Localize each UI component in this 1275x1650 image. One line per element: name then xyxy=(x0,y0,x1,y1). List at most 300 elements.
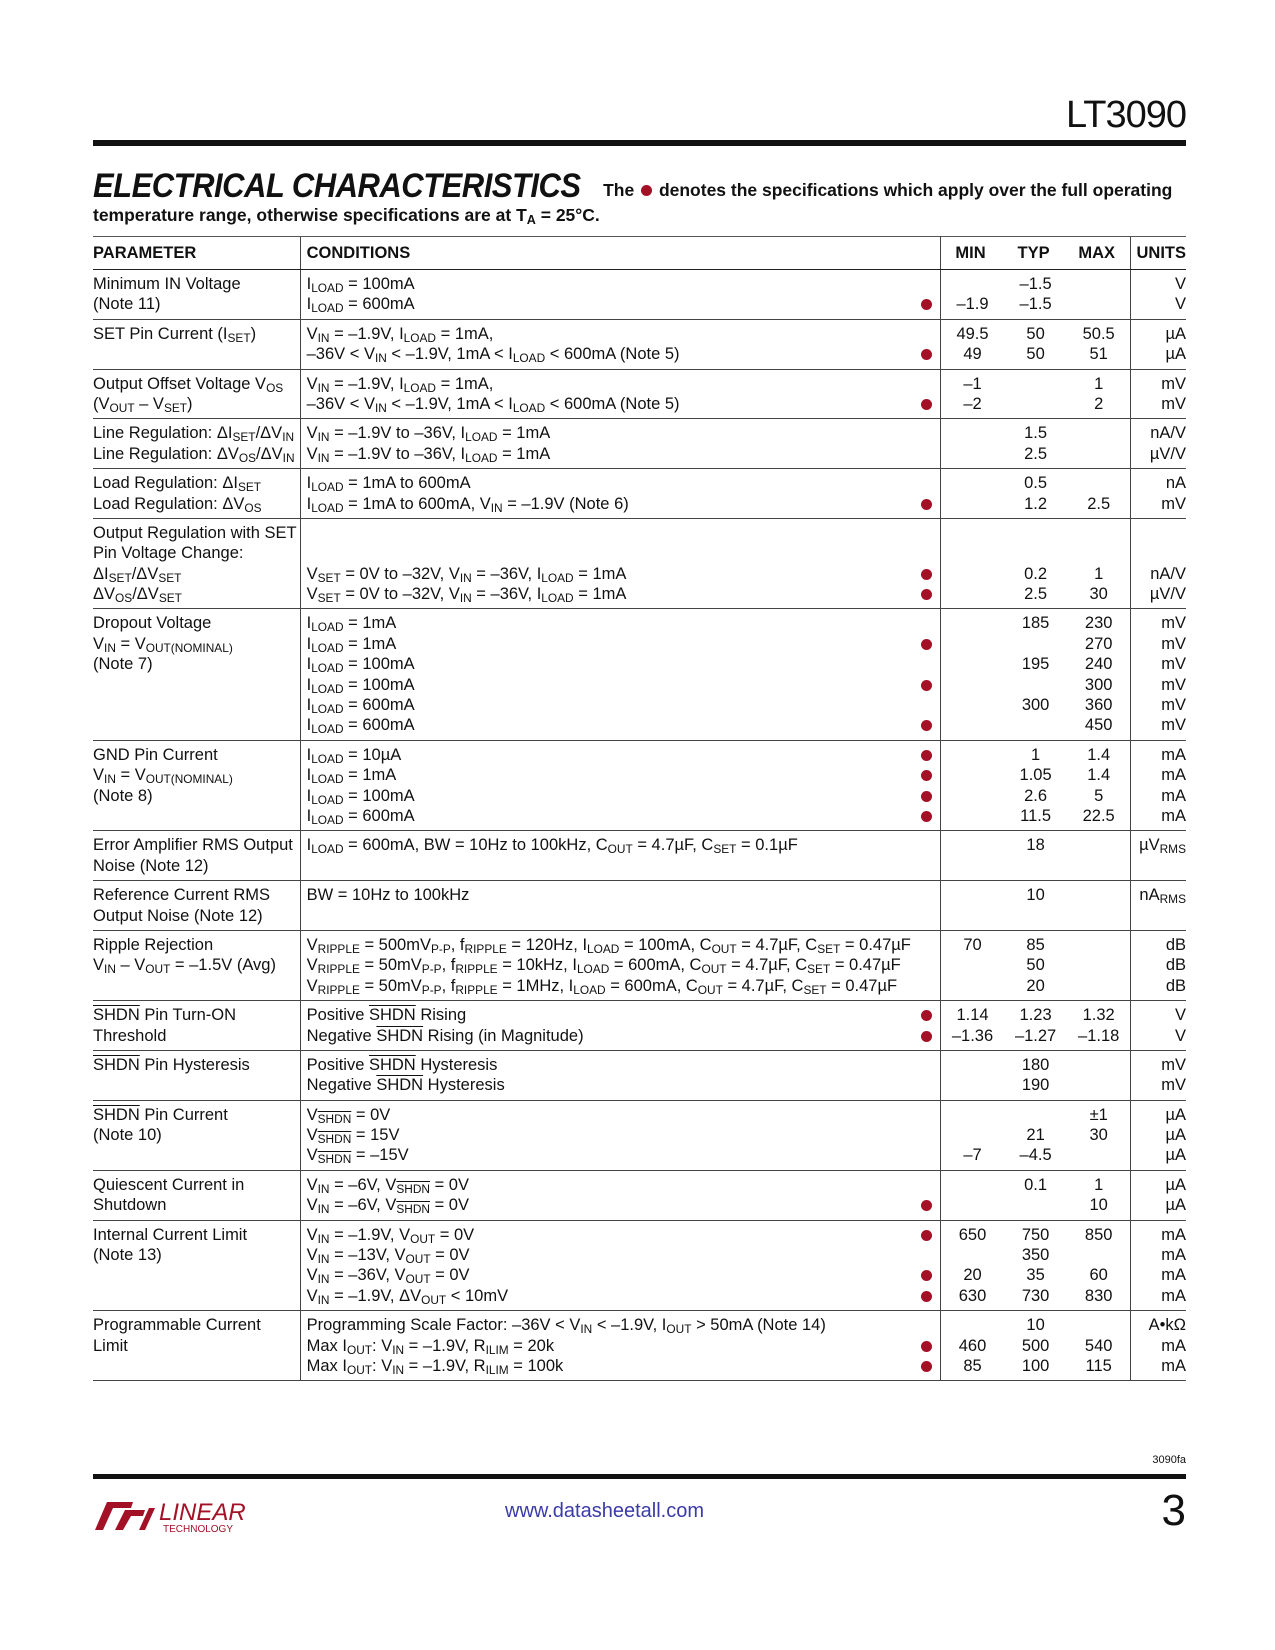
min-value xyxy=(944,835,1001,855)
typ-cell xyxy=(1004,469,1067,519)
parameter-text: Programmable Current xyxy=(93,1316,261,1335)
min-value xyxy=(944,1075,1001,1095)
typ-cell xyxy=(1004,1170,1067,1220)
condition-text xyxy=(307,543,911,563)
temperature-dot-cell xyxy=(914,419,941,469)
parameter-cell xyxy=(93,930,300,1000)
max-value: 850 xyxy=(1084,1225,1113,1244)
max-value: 1.32 xyxy=(1082,1006,1115,1025)
typ-value: 195 xyxy=(1021,655,1050,674)
parameter-text: Output Regulation with SET xyxy=(93,523,297,542)
typ-cell xyxy=(1004,1001,1067,1051)
max-value: 115 xyxy=(1085,1356,1112,1375)
min-value xyxy=(944,423,1001,443)
table-body xyxy=(93,270,1186,1381)
min-value xyxy=(944,444,1001,464)
max-value xyxy=(1070,1315,1127,1335)
min-value xyxy=(944,1245,1001,1265)
typ-value: 10 xyxy=(1026,1316,1045,1335)
full-temp-range-dot-icon xyxy=(921,750,932,761)
typ-value: 50 xyxy=(1026,324,1045,343)
heading-note-end: denotes the specifications which apply over the full operating xyxy=(658,180,1173,200)
temperature-dot-cell xyxy=(914,518,941,609)
min-cell xyxy=(941,1311,1004,1381)
condition-text: $I_{LOAD} = 600mA$ xyxy=(306,295,415,316)
min-cell xyxy=(941,319,1004,369)
parameter-text: Reference Current RMS xyxy=(93,886,270,905)
condition-text: $I_{LOAD} = 100mA$ xyxy=(306,786,415,807)
condition-text xyxy=(307,856,911,876)
temperature-dot-cell xyxy=(914,740,941,831)
temperature-dot-cell xyxy=(914,930,941,1000)
max-value: 240 xyxy=(1084,655,1113,674)
parameter-text: Minimum IN Voltage xyxy=(93,275,241,293)
max-value xyxy=(1070,835,1127,855)
max-value: 1 xyxy=(1094,564,1104,583)
units-value: mA xyxy=(1161,1246,1186,1265)
min-value xyxy=(944,976,1001,996)
full-temp-range-dot-icon xyxy=(921,349,932,360)
min-value: 20 xyxy=(963,1266,982,1285)
temperature-dot-cell xyxy=(914,1220,941,1311)
parameter-text: (Note 11) xyxy=(93,295,161,314)
temperature-dot-cell xyxy=(914,469,941,519)
units-value xyxy=(1134,523,1186,543)
condition-text: $I_{LOAD} = 1mA$ xyxy=(306,634,397,655)
max-value xyxy=(1070,1075,1127,1095)
full-temp-range-dot-icon xyxy=(921,1031,932,1042)
conditions-cell xyxy=(300,469,914,519)
temperature-dot-cell xyxy=(914,1050,941,1100)
typ-value: –4.5 xyxy=(1019,1146,1052,1165)
typ-value xyxy=(1007,856,1064,876)
condition-text: $I_{LOAD} = 100mA$ xyxy=(306,675,415,696)
max-cell xyxy=(1067,1170,1130,1220)
temperature-dot-cell xyxy=(914,319,941,369)
table-row xyxy=(93,930,1186,1000)
min-value: –7 xyxy=(963,1146,982,1165)
max-cell xyxy=(1067,831,1130,881)
condition-text: $V_{IN} = -1.9V$ to –36V, $I_{LOAD} = 1mA$ xyxy=(306,444,551,465)
units-cell xyxy=(1131,469,1186,519)
units-cell xyxy=(1131,518,1186,609)
units-cell xyxy=(1131,1311,1186,1381)
typ-value: 750 xyxy=(1021,1225,1050,1244)
typ-value: 0.5 xyxy=(1024,474,1048,493)
min-value xyxy=(944,1105,1001,1125)
max-value: 60 xyxy=(1089,1266,1108,1285)
units-value: mV xyxy=(1161,696,1186,715)
max-value: 30 xyxy=(1089,1126,1108,1145)
units-value: mV xyxy=(1161,655,1186,674)
min-cell xyxy=(941,419,1004,469)
typ-value xyxy=(1007,1195,1064,1215)
typ-value: 2.6 xyxy=(1024,786,1048,805)
condition-text: $I_{LOAD} = 600mA$ xyxy=(306,716,415,737)
min-value: 70 xyxy=(963,935,982,954)
min-value xyxy=(944,955,1001,975)
conditions-cell xyxy=(300,419,914,469)
header-typ: TYP xyxy=(1004,237,1067,270)
units-value: nA/V xyxy=(1150,564,1186,583)
full-temp-range-dot-icon xyxy=(921,1291,932,1302)
max-value: 1.4 xyxy=(1087,745,1111,764)
typ-value: 35 xyxy=(1026,1266,1045,1285)
parameter-text: Load Regulation: $\Delta V_{OS}$ xyxy=(93,494,262,515)
parameter-text: SHDN Pin Current xyxy=(93,1105,228,1124)
typ-value: 190 xyxy=(1021,1076,1050,1095)
condition-text: $V_{IN} = -13V$, $V_{OUT} = 0V$ xyxy=(306,1246,470,1266)
max-cell xyxy=(1067,930,1130,1000)
max-value xyxy=(1070,955,1127,975)
units-value: µA xyxy=(1165,345,1186,364)
min-value xyxy=(944,634,1001,654)
parameter-text: (Note 13) xyxy=(93,1246,162,1265)
heading-note-line2: temperature range, otherwise specifications are at $T_A = 25^\circ C$. xyxy=(93,205,600,228)
max-value: 2 xyxy=(1094,394,1104,413)
heading-note-start: The xyxy=(603,180,635,200)
typ-value: 1.5 xyxy=(1024,424,1048,443)
condition-text: $V_{IN} = -36V$, $V_{OUT} = 0V$ xyxy=(306,1266,470,1287)
full-temp-range-dot-icon xyxy=(921,680,932,691)
full-temp-range-dot-icon xyxy=(921,1270,932,1281)
typ-value xyxy=(1007,906,1064,926)
conditions-cell xyxy=(300,930,914,1000)
typ-value: 11.5 xyxy=(1020,806,1052,825)
max-value: ±1 xyxy=(1089,1105,1108,1124)
units-value: $nA_{RMS}$ xyxy=(1139,886,1186,907)
section-heading xyxy=(93,168,1193,204)
typ-cell xyxy=(1004,1050,1067,1100)
parameter-text: SHDN Pin Turn-ON xyxy=(93,1006,237,1025)
parameter-text: Dropout Voltage xyxy=(93,614,212,633)
typ-value: 730 xyxy=(1021,1286,1050,1305)
typ-value: 100 xyxy=(1021,1356,1050,1375)
header-parameter: PARAMETER xyxy=(93,237,300,270)
parameter-text: $\Delta V_{OS}/\Delta V_{SET}$ xyxy=(93,585,182,606)
table-row xyxy=(93,469,1186,519)
max-value xyxy=(1070,935,1127,955)
max-value: 450 xyxy=(1084,716,1113,735)
header-max: MAX xyxy=(1067,237,1130,270)
units-value: A•kΩ xyxy=(1148,1316,1186,1335)
min-value: 460 xyxy=(958,1336,987,1355)
units-value xyxy=(1134,543,1186,563)
min-value xyxy=(944,675,1001,695)
max-cell xyxy=(1067,1220,1130,1311)
typ-value xyxy=(1007,374,1064,394)
table-row xyxy=(93,270,1186,320)
max-value: 540 xyxy=(1084,1336,1113,1355)
conditions-cell xyxy=(300,1050,914,1100)
full-temp-range-dot-icon xyxy=(921,1010,932,1021)
min-value: –1.36 xyxy=(951,1026,994,1045)
min-value xyxy=(944,786,1001,806)
conditions-cell xyxy=(300,270,914,320)
typ-cell xyxy=(1004,319,1067,369)
units-value: V xyxy=(1174,275,1186,293)
min-value xyxy=(944,806,1001,826)
typ-value: 300 xyxy=(1021,696,1050,715)
temperature-dot-cell xyxy=(914,369,941,419)
condition-text: $V_{SET} = 0V$ to –32V, $V_{IN} = -36V$, $I_{LOAD} = 1mA$ xyxy=(306,585,627,606)
units-value: mV xyxy=(1161,1055,1186,1074)
full-temp-range-dot-icon xyxy=(921,1361,932,1372)
condition-text: $I_{LOAD} = 100mA$ xyxy=(306,275,415,295)
typ-cell xyxy=(1004,518,1067,609)
units-value: µA xyxy=(1165,1126,1186,1145)
parameter-text: Quiescent Current in xyxy=(93,1175,245,1194)
max-value xyxy=(1070,1055,1127,1075)
parameter-text: Line Regulation: $\Delta V_{OS}/\Delta V_{IN}$ xyxy=(93,444,295,465)
max-value xyxy=(1070,1145,1127,1165)
typ-cell xyxy=(1004,270,1067,320)
parameter-text: Line Regulation: $\Delta I_{SET}/\Delta V_{IN}$ xyxy=(93,424,295,445)
condition-text: $V_{IN} = -1.9V$ to –36V, $I_{LOAD} = 1mA$ xyxy=(306,424,551,445)
typ-value: 1.05 xyxy=(1019,766,1052,785)
full-temp-range-dot-icon xyxy=(921,791,932,802)
typ-value xyxy=(1007,634,1064,654)
units-value: µV/V xyxy=(1149,444,1186,463)
page-number: 3 xyxy=(1161,1486,1186,1535)
units-cell xyxy=(1131,1170,1186,1220)
condition-text: Positive SHDN Hysteresis xyxy=(306,1055,498,1074)
typ-cell xyxy=(1004,831,1067,881)
typ-value: 0.2 xyxy=(1024,564,1048,583)
units-value: mV xyxy=(1161,614,1186,633)
max-cell xyxy=(1067,881,1130,931)
parameter-text: $V_{IN} - V_{OUT} = -1.5V$ (Avg) xyxy=(93,956,276,977)
parameter-text: $V_{IN} = V_{OUT(NOMINAL)}$ xyxy=(93,634,233,655)
condition-text: $-36V < V_{IN} < -1.9V$, $1mA < I_{LOAD} < 600mA$ (Note 5) xyxy=(306,394,680,415)
units-value: mA xyxy=(1161,786,1186,805)
max-value xyxy=(1070,885,1127,905)
typ-value: 50 xyxy=(1026,956,1045,975)
parameter-text: (Note 10) xyxy=(93,1126,162,1145)
min-value: 49 xyxy=(963,345,982,364)
min-cell xyxy=(941,930,1004,1000)
min-cell xyxy=(941,881,1004,931)
typ-cell xyxy=(1004,930,1067,1000)
units-cell xyxy=(1131,740,1186,831)
max-value: 1 xyxy=(1094,1175,1104,1194)
max-value: 22.5 xyxy=(1082,806,1115,825)
parameter-text: Limit xyxy=(93,1336,128,1355)
parameter-cell xyxy=(93,740,300,831)
parameter-text: SET Pin Current $(I_{SET})$ xyxy=(93,324,257,345)
document-code: 3090fa xyxy=(1152,1454,1186,1466)
condition-text: $V_{IN} = -6V$, $V_{SHDN} = 0V$ xyxy=(306,1196,469,1217)
units-value: µV/V xyxy=(1149,585,1186,604)
units-value: V xyxy=(1174,295,1186,314)
table-row xyxy=(93,609,1186,740)
parameter-cell xyxy=(93,518,300,609)
min-value: 85 xyxy=(963,1356,982,1375)
header-dot-column xyxy=(914,237,941,270)
conditions-cell xyxy=(300,1001,914,1051)
typ-value: 180 xyxy=(1021,1055,1050,1074)
typ-cell xyxy=(1004,1100,1067,1170)
typ-value xyxy=(1007,543,1064,563)
max-value: 230 xyxy=(1084,614,1113,633)
condition-text: $I_{LOAD} = 1mA$ xyxy=(306,766,397,787)
min-value xyxy=(944,613,1001,633)
condition-text: $V_{SHDN} = 15V$ xyxy=(306,1126,400,1147)
part-number: LT3090 xyxy=(1065,94,1186,136)
table-row xyxy=(93,740,1186,831)
max-value: 10 xyxy=(1089,1196,1108,1215)
condition-text: $I_{LOAD} = 600mA$ xyxy=(306,806,415,827)
units-cell xyxy=(1131,1001,1186,1051)
parameter-text: Threshold xyxy=(93,1026,167,1045)
parameter-cell xyxy=(93,270,300,320)
min-value xyxy=(944,1315,1001,1335)
full-temp-range-dot-icon xyxy=(921,589,932,600)
max-cell xyxy=(1067,518,1130,609)
parameter-cell xyxy=(93,369,300,419)
min-value xyxy=(944,765,1001,785)
typ-value: 500 xyxy=(1021,1336,1050,1355)
min-cell xyxy=(941,1170,1004,1220)
max-value: 360 xyxy=(1084,696,1113,715)
typ-value: 20 xyxy=(1026,976,1045,995)
temperature-dot-cell xyxy=(914,1170,941,1220)
max-value xyxy=(1070,1245,1127,1265)
typ-value: 85 xyxy=(1026,935,1045,954)
typ-value xyxy=(1007,675,1064,695)
condition-text: $V_{SET} = 0V$ to –32V, $V_{IN} = -36V$, $I_{LOAD} = 1mA$ xyxy=(306,564,627,585)
min-value: 630 xyxy=(958,1286,987,1305)
units-value: mA xyxy=(1161,1356,1186,1375)
temperature-dot-cell xyxy=(914,1100,941,1170)
condition-text: $V_{SHDN} = -15V$ xyxy=(306,1146,409,1167)
units-value: mA xyxy=(1161,1286,1186,1305)
condition-text: $V_{RIPPLE} = 500mV_{P-P}$, $f_{RIPPLE} = 120Hz$, $I_{LOAD} = 100mA$, $C_{OUT} = 4.7\mu F$, $C_{SET} = 0.47\mu F$ xyxy=(306,935,911,956)
parameter-text: (Note 7) xyxy=(93,655,153,674)
max-value: 5 xyxy=(1094,786,1104,805)
units-value: mA xyxy=(1161,1225,1186,1244)
min-cell xyxy=(941,270,1004,320)
min-value: –1 xyxy=(963,374,982,393)
typ-value: 10 xyxy=(1026,886,1045,905)
website-link[interactable]: www.datasheetall.com xyxy=(505,1500,704,1522)
conditions-cell xyxy=(300,1220,914,1311)
units-cell xyxy=(1131,270,1186,320)
min-value xyxy=(944,584,1001,604)
units-value: nA/V xyxy=(1150,424,1186,443)
full-temp-range-dot-icon xyxy=(921,770,932,781)
min-value: 1.14 xyxy=(956,1006,989,1025)
max-cell xyxy=(1067,1311,1130,1381)
parameter-text: $(V_{OUT} - V_{SET})$ xyxy=(93,394,193,415)
max-cell xyxy=(1067,740,1130,831)
header-conditions: CONDITIONS xyxy=(300,237,914,270)
units-cell xyxy=(1131,930,1186,1000)
conditions-cell xyxy=(300,881,914,931)
units-value: mV xyxy=(1161,716,1186,735)
units-value: mV xyxy=(1161,374,1186,393)
units-value: mA xyxy=(1161,1266,1186,1285)
max-value xyxy=(1070,906,1127,926)
units-value: mA xyxy=(1161,745,1186,764)
section-title: ELECTRICAL CHARACTERISTICS xyxy=(93,166,581,205)
parameter-cell xyxy=(93,1001,300,1051)
table-row xyxy=(93,1220,1186,1311)
units-value: mA xyxy=(1161,806,1186,825)
parameter-cell xyxy=(93,881,300,931)
full-temp-range-dot-icon xyxy=(921,569,932,580)
parameter-text: Pin Voltage Change: xyxy=(93,544,244,563)
header-units: UNITS xyxy=(1131,237,1186,270)
temperature-dot-cell xyxy=(914,831,941,881)
table-row xyxy=(93,1311,1186,1381)
typ-value: 2.5 xyxy=(1024,444,1048,463)
units-value: mV xyxy=(1161,494,1186,513)
parameter-cell xyxy=(93,1050,300,1100)
units-value: µA xyxy=(1165,1196,1186,1215)
conditions-cell xyxy=(300,831,914,881)
typ-cell xyxy=(1004,881,1067,931)
condition-text: $V_{IN} = -1.9V$, $V_{OUT} = 0V$ xyxy=(306,1225,475,1246)
typ-value: 18 xyxy=(1026,836,1045,855)
parameter-cell xyxy=(93,1100,300,1170)
condition-text: $I_{LOAD} = 1mA$ xyxy=(306,614,397,635)
parameter-text: Noise (Note 12) xyxy=(93,856,209,875)
typ-cell xyxy=(1004,740,1067,831)
max-value: –1.18 xyxy=(1078,1026,1120,1045)
parameter-text: Error Amplifier RMS Output xyxy=(93,836,293,855)
max-value xyxy=(1070,976,1127,996)
typ-value xyxy=(1007,394,1064,414)
condition-text: $I_{LOAD} = 10\mu A$ xyxy=(306,745,402,766)
min-cell xyxy=(941,609,1004,740)
full-temp-range-dot-icon xyxy=(921,720,932,731)
full-temp-range-dot-icon xyxy=(921,1200,932,1211)
condition-text: $V_{IN} = -1.9V$, $I_{LOAD} = 1mA$, xyxy=(306,374,494,395)
table-row xyxy=(93,518,1186,609)
condition-text: $I_{LOAD} = 1mA$ to 600mA xyxy=(306,474,471,495)
units-cell xyxy=(1131,369,1186,419)
min-cell xyxy=(941,1100,1004,1170)
bullet-dot-icon xyxy=(641,185,652,196)
conditions-cell xyxy=(300,1311,914,1381)
conditions-cell xyxy=(300,609,914,740)
max-cell xyxy=(1067,319,1130,369)
parameter-cell xyxy=(93,319,300,369)
full-temp-range-dot-icon xyxy=(921,499,932,510)
units-cell xyxy=(1131,419,1186,469)
min-cell xyxy=(941,469,1004,519)
min-value xyxy=(944,715,1001,735)
full-temp-range-dot-icon xyxy=(921,1341,932,1352)
min-value xyxy=(944,885,1001,905)
min-value xyxy=(944,473,1001,493)
condition-text: Max $I_{OUT}$: $V_{IN} = -1.9V$, $R_{ILIM} = 100k$ xyxy=(306,1356,564,1377)
typ-cell xyxy=(1004,609,1067,740)
conditions-cell xyxy=(300,740,914,831)
condition-text: Programming Scale Factor: $-36V < V_{IN} < -1.9V$, $I_{OUT} > 50mA$ (Note 14) xyxy=(306,1316,826,1337)
typ-value: 1.2 xyxy=(1024,494,1048,513)
condition-text: $V_{IN} = -1.9V$, $I_{LOAD} = 1mA$, xyxy=(306,324,494,345)
full-temp-range-dot-icon xyxy=(921,399,932,410)
typ-value xyxy=(1007,1105,1064,1125)
conditions-cell xyxy=(300,1100,914,1170)
min-value: 49.5 xyxy=(956,324,989,343)
min-value xyxy=(944,274,1001,294)
min-cell xyxy=(941,369,1004,419)
linear-technology-logo xyxy=(93,1492,253,1536)
units-value: µA xyxy=(1165,1146,1186,1165)
